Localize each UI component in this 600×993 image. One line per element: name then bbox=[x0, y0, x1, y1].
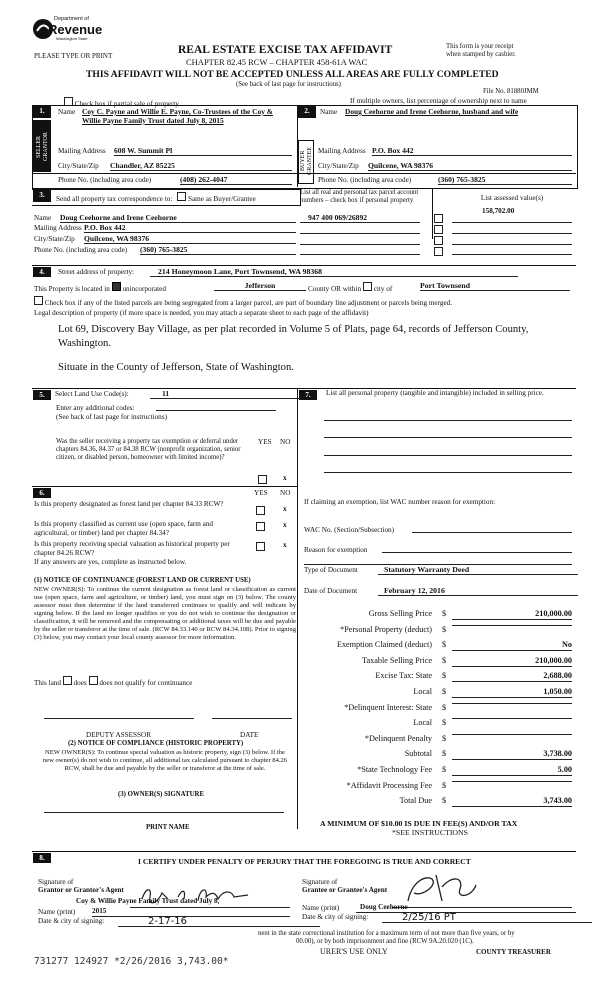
segregated-label: Check box if any of the listed parcels are being segregated from a larger parcel, are part of boundary line adjustment or parcels being merged. bbox=[44, 299, 453, 307]
grantor-name-print-label: Name (print) bbox=[38, 908, 76, 916]
segregated-checkbox[interactable] bbox=[34, 296, 43, 305]
personal-property-line-4[interactable] bbox=[324, 472, 572, 473]
unincorporated-checkbox[interactable] bbox=[112, 282, 121, 291]
corr-city-label: City/State/Zip bbox=[34, 235, 75, 243]
deputy-date-line[interactable] bbox=[212, 718, 292, 719]
deputy-date-label: DATE bbox=[240, 731, 259, 739]
historic-no-mark[interactable]: x bbox=[283, 541, 287, 549]
does-not-qualify-checkbox[interactable] bbox=[89, 676, 98, 685]
personal-property-checkbox-4[interactable] bbox=[434, 247, 443, 256]
legal-description-1[interactable]: Lot 69, Discovery Bay Village, as per plat recorded in Volume 5 of Plats, page 64, records of Jefferson County, Washington. bbox=[58, 324, 529, 350]
within-city-checkbox[interactable] bbox=[363, 282, 372, 291]
tax-row bbox=[413, 687, 572, 699]
land-use-code[interactable]: 11 bbox=[150, 389, 302, 399]
seller-mailing-label: Mailing Address bbox=[58, 147, 106, 155]
street-address[interactable]: 214 Honeymoon Lane, Port Townsend, WA 98368 bbox=[150, 267, 518, 277]
corr-mailing-label: Mailing Address bbox=[34, 224, 82, 232]
tax-row-value[interactable] bbox=[452, 734, 572, 735]
buyer-name-label: Name bbox=[320, 108, 338, 116]
doc-date-label: Date of Document bbox=[304, 587, 358, 595]
tax-row-value[interactable]: 3,743.00 bbox=[452, 796, 572, 807]
grantee-sig-label-2: Grantee or Grantee's Agent bbox=[302, 886, 388, 894]
does-not-label: does not qualify for continuance bbox=[99, 679, 193, 687]
receipt-note-1: This form is your receipt bbox=[446, 43, 514, 50]
tax-row-label: *Delinquent Interest: State bbox=[344, 702, 432, 712]
tax-row bbox=[404, 749, 572, 761]
perjury-note-1: nent in the state correctional institution for a maximum term of not more than five years, or by bbox=[258, 930, 515, 937]
grantee-signature-scribble bbox=[402, 871, 492, 905]
legal-description-2[interactable]: Situate in the County of Jefferson, State of Washington. bbox=[58, 362, 294, 373]
tax-row bbox=[399, 796, 572, 808]
tax-row-label: Subtotal bbox=[404, 749, 432, 759]
cashier-stamp: 731277 124927 *2/26/2016 3,743.00* bbox=[34, 956, 229, 967]
grantee-name-print-label: Name (print) bbox=[302, 904, 340, 912]
section-7-number: 7. bbox=[299, 390, 317, 400]
historic-yes-checkbox[interactable] bbox=[256, 542, 265, 551]
does-label: does bbox=[73, 679, 87, 687]
county-name[interactable]: Jefferson bbox=[214, 281, 306, 291]
grantee-sig-label-1: Signature of bbox=[302, 878, 338, 886]
tax-row-dollar: $ bbox=[442, 780, 447, 790]
partial-sale-label: Check box if partial sale of property bbox=[74, 100, 179, 108]
tax-row bbox=[364, 733, 572, 746]
grantee-date-label: Date & city of signing: bbox=[302, 913, 369, 921]
section-3-number: 3. bbox=[33, 190, 51, 202]
tax-row-dollar: $ bbox=[442, 609, 447, 618]
seller-mailing[interactable]: 608 W. Summit Pl bbox=[114, 146, 292, 156]
deputy-assessor-line[interactable] bbox=[44, 718, 194, 719]
exemption-question: Was the seller receiving a property tax exemption or deferral under chapters 84.36, 84.37 or 84.38 RCW (nonprofit organization, senior citizen, or disabled person, homeowner with limited income)? bbox=[56, 438, 241, 462]
section-8-number: 8. bbox=[33, 853, 51, 863]
street-label: Street address of property: bbox=[58, 268, 135, 276]
corr-phone-label: Phone No. (including area code) bbox=[34, 246, 128, 254]
tax-row-dollar: $ bbox=[442, 687, 447, 696]
file-number: File No. 81880JMM bbox=[483, 88, 539, 95]
buyer-side-label: BUYER GRANTEE bbox=[300, 147, 314, 175]
tax-row bbox=[340, 624, 572, 637]
current-use-no-mark[interactable]: x bbox=[283, 521, 287, 529]
county-or-label: County OR within bbox=[308, 285, 362, 293]
section-2-number: 2. bbox=[298, 106, 316, 118]
tax-row-label: *State Technology Fee bbox=[357, 765, 432, 774]
tax-row bbox=[375, 671, 572, 683]
forest-no-mark[interactable]: x bbox=[283, 505, 287, 513]
corr-mailing[interactable]: P.O. Box 442 bbox=[84, 223, 296, 233]
grantor-print-1[interactable]: Coy & Willie Payne Family Trust dated July 8, bbox=[76, 897, 220, 905]
tax-row-label: *Affidavit Processing Fee bbox=[346, 780, 432, 790]
tax-row-value[interactable]: 1,050.00 bbox=[452, 687, 572, 698]
notice-compliance-title: (2) NOTICE OF COMPLIANCE (HISTORIC PROPERTY) bbox=[68, 740, 244, 747]
tax-row-dollar: $ bbox=[442, 702, 447, 712]
property-city[interactable]: Port Townsend bbox=[420, 281, 570, 291]
notice-continuance-title: (1) NOTICE OF CONTINUANCE (FOREST LAND OR CURRENT USE) bbox=[34, 577, 251, 584]
tax-row-dollar: $ bbox=[442, 749, 447, 759]
tax-row-label: Local bbox=[413, 687, 432, 696]
personal-property-line-3[interactable] bbox=[324, 455, 572, 456]
owner-signature-label: (3) OWNER(S) SIGNATURE bbox=[118, 791, 204, 798]
notice-compliance-body: NEW OWNER(S): To continue special valuation as historic property, sign (3) below. If the new owner(s) do not wish to continue, all additional tax calculated pursuant to chapter 84.26 RCW, shall be due and payable by the seller or transferor at the time of sale. bbox=[42, 749, 288, 773]
grantor-sig-label-1: Signature of bbox=[38, 878, 74, 886]
logo-name: Revenue bbox=[48, 22, 103, 37]
personal-property-checkbox-3[interactable] bbox=[434, 236, 443, 245]
wac-label: WAC No. (Section/Subsection) bbox=[304, 526, 395, 534]
no-header-6: NO bbox=[280, 489, 291, 497]
tax-row-value[interactable]: No bbox=[452, 640, 572, 651]
minimum-fee-note: A MINIMUM OF $10.00 IS DUE IN FEE(S) AND/OR TAX bbox=[320, 819, 518, 828]
located-label: This Property is located in bbox=[34, 285, 110, 293]
unincorporated-label: unincorporated bbox=[122, 285, 166, 293]
personal-property-line-2[interactable] bbox=[324, 437, 572, 438]
print-name-label: PRINT NAME bbox=[146, 824, 190, 831]
logo-dept: Department of bbox=[54, 16, 89, 22]
grantor-date-label: Date & city of signing: bbox=[38, 917, 105, 925]
tax-row-value[interactable]: 5.00 bbox=[452, 765, 572, 776]
personal-property-checkbox-1[interactable] bbox=[434, 214, 443, 223]
doc-type-label: Type of Document bbox=[304, 566, 358, 574]
buyer-name[interactable]: Doug Ceehorne and Irene Ceehorne, husband and wife bbox=[345, 107, 519, 116]
tax-row bbox=[368, 609, 572, 621]
current-use-question: Is this property classified as current use (open space, farm and agricultural, or timber) land per chapter 84.34? bbox=[34, 520, 214, 537]
grantee-print[interactable]: Doug Ceehorne bbox=[356, 903, 576, 913]
assessed-header: List assessed value(s) bbox=[480, 194, 544, 202]
correspondence-label: Send all property tax correspondence to: bbox=[56, 195, 173, 203]
section-5-number: 5. bbox=[33, 390, 51, 400]
exemption-yes-checkbox[interactable] bbox=[258, 475, 267, 484]
form-title: REAL ESTATE EXCISE TAX AFFIDAVIT bbox=[178, 44, 393, 56]
continuance-row bbox=[34, 676, 192, 688]
tax-row-label: Exemption Claimed (deduct) bbox=[336, 640, 432, 650]
grantor-print-2[interactable]: 2015 bbox=[92, 907, 290, 917]
tax-row-dollar: $ bbox=[442, 624, 447, 634]
seller-city-label: City/State/Zip bbox=[58, 162, 99, 170]
see-instructions: (See back of last page for instructions) bbox=[236, 81, 341, 88]
tax-row-value[interactable] bbox=[452, 718, 572, 719]
this-land-label: This land bbox=[34, 679, 61, 687]
assessed-value[interactable]: 158,702.00 bbox=[482, 207, 515, 215]
land-use-label: Select Land Use Code(s): bbox=[55, 390, 129, 398]
multiple-owners-note: If multiple owners, list percentage of ownership next to name bbox=[350, 97, 527, 105]
personal-property-line-1[interactable] bbox=[324, 420, 572, 421]
tax-row-label: Total Due bbox=[399, 796, 432, 806]
personal-property-checkbox-2[interactable] bbox=[434, 225, 443, 234]
deputy-assessor-label: DEPUTY ASSESSOR bbox=[86, 731, 152, 739]
parcel-header: List all real and personal tax parcel account numbers – check box if personal property bbox=[300, 189, 419, 205]
tax-row-label: Gross Selling Price bbox=[368, 609, 432, 618]
tax-row bbox=[362, 655, 572, 668]
yes-header-6: YES bbox=[254, 489, 268, 497]
tax-row-value[interactable]: 210,000.00 bbox=[452, 609, 572, 620]
section-1-number: 1. bbox=[33, 106, 51, 118]
section-6-number: 6. bbox=[33, 488, 51, 498]
current-use-yes-checkbox[interactable] bbox=[256, 522, 265, 531]
dor-logo bbox=[32, 14, 103, 46]
tax-row-value[interactable]: 210,000.00 bbox=[452, 656, 572, 667]
wac-field[interactable] bbox=[412, 532, 572, 533]
forest-land-question: Is this property designated as forest land per chapter 84.33 RCW? bbox=[34, 500, 224, 508]
tax-row-dollar: $ bbox=[442, 671, 447, 681]
notice-continuance-body: NEW OWNER(S): To continue the current designation as forest land or classification as current use (open space, farm and agriculture, or timber) land, you must sign on (3) below. The county assessor must then determine if the land transferred continues to qualify and will indicate by signing below. If the land no longer qualifies or you do not wish to continue the designation or classification, it will be removed and the compensating or additional taxes will be due and payable by the seller or transferor at the time of sale. (RCW 84.33.140 or RCW 84.34.108). Prior to signing (3) below, you may contact your local county assessor for more information. bbox=[34, 586, 296, 642]
does-qualify-checkbox[interactable] bbox=[63, 676, 72, 685]
exemption-reason-label: If claiming an exemption, list WAC number reason for exemption: bbox=[304, 498, 496, 506]
seller-phone[interactable]: (408) 262-4047 bbox=[180, 175, 292, 185]
tax-row-dollar: $ bbox=[442, 765, 447, 774]
tax-row-label: Excise Tax: State bbox=[375, 671, 432, 681]
tax-row-label: *Personal Property (deduct) bbox=[340, 624, 432, 634]
exemption-no-mark[interactable]: x bbox=[283, 474, 287, 482]
tax-row bbox=[346, 780, 572, 793]
doc-date[interactable]: February 12, 2016 bbox=[378, 586, 578, 596]
land-use-instructions: (See back of last page for instructions) bbox=[56, 413, 167, 421]
buyer-phone-label: Phone No. (including area code) bbox=[318, 176, 412, 184]
reason-label: Reason for exemption bbox=[304, 546, 368, 554]
tax-row-dollar: $ bbox=[442, 796, 447, 806]
tax-row-label: *Delinquent Penalty bbox=[364, 733, 432, 743]
city-of-label: city of bbox=[373, 285, 393, 293]
grantor-date[interactable]: 2-17-16 bbox=[118, 916, 320, 927]
reason-field[interactable] bbox=[382, 552, 572, 553]
grantee-date[interactable]: 2/25/16 PT bbox=[382, 912, 592, 923]
section-4-number: 4. bbox=[33, 267, 51, 277]
county-or-row bbox=[308, 282, 392, 294]
seller-name-label: Name bbox=[58, 108, 76, 116]
corr-city[interactable]: Quilcene, WA 98376 bbox=[84, 234, 296, 244]
perjury-note-2: 00.00), or by both imprisonment and fine (RCW 9A.20.020 (1C). bbox=[296, 938, 474, 945]
tax-row-value[interactable]: 2,688.00 bbox=[452, 671, 572, 682]
buyer-mailing[interactable]: P.O. Box 442 bbox=[372, 146, 572, 156]
segregated-row bbox=[34, 296, 452, 308]
treasurer-use-only: URER'S USE ONLY bbox=[320, 947, 388, 956]
additional-codes-field[interactable] bbox=[156, 410, 276, 411]
if-yes-note: If any answers are yes, complete as instructed below. bbox=[34, 558, 187, 566]
tax-row-label: Taxable Selling Price bbox=[362, 655, 432, 665]
same-as-buyer-label: Same as Buyer/Grantee bbox=[187, 195, 256, 203]
yes-header-5: YES bbox=[258, 438, 272, 446]
located-row bbox=[34, 282, 166, 294]
buyer-city[interactable]: Quilcene, WA 98376 bbox=[368, 161, 572, 171]
tax-row-dollar: $ bbox=[442, 718, 447, 728]
tax-row bbox=[344, 702, 572, 715]
parcel-number[interactable]: 947 400 069/26892 bbox=[308, 213, 368, 222]
tax-row-dollar: $ bbox=[442, 640, 447, 650]
tax-row-value[interactable] bbox=[452, 625, 572, 626]
tax-row-value[interactable] bbox=[452, 781, 572, 782]
forest-yes-checkbox[interactable] bbox=[256, 506, 265, 515]
buyer-phone[interactable]: (360) 765-3825 bbox=[438, 175, 572, 185]
tax-row-dollar: $ bbox=[442, 655, 447, 665]
doc-type[interactable]: Statutory Warranty Deed bbox=[378, 565, 578, 575]
form-chapter: CHAPTER 82.45 RCW – CHAPTER 458-61A WAC bbox=[186, 57, 368, 67]
tax-row-value[interactable] bbox=[452, 703, 572, 704]
corr-name[interactable]: Doug Ceehorne and Irene Ceehorne bbox=[60, 213, 296, 223]
seller-city[interactable]: Chandler, AZ 85225 bbox=[110, 161, 292, 171]
tax-row-label: Local bbox=[413, 718, 432, 728]
corr-phone[interactable]: (360) 765-3825 bbox=[140, 245, 296, 255]
receipt-note-2: when stamped by cashier. bbox=[446, 51, 516, 58]
tax-row-dollar: $ bbox=[442, 733, 447, 743]
certify-statement: I CERTIFY UNDER PENALTY OF PERJURY THAT THE FOREGOING IS TRUE AND CORRECT bbox=[138, 857, 471, 866]
form-warning: THIS AFFIDAVIT WILL NOT BE ACCEPTED UNLESS ALL AREAS ARE FULLY COMPLETED bbox=[86, 69, 499, 80]
personal-property-label: List all personal property (tangible and intangible) included in selling price. bbox=[326, 389, 544, 397]
tax-row bbox=[357, 765, 572, 777]
tax-row bbox=[413, 718, 572, 730]
seller-name[interactable]: Coy C. Payne and Willie E. Payne, Co-Trustees of the Coy & Willie Payne Family Trust dated July 8, 2015 bbox=[82, 107, 273, 125]
corr-name-label: Name bbox=[34, 214, 52, 222]
no-header-5: NO bbox=[280, 438, 291, 446]
buyer-city-label: City/State/Zip bbox=[318, 162, 359, 170]
see-instructions-note: *SEE INSTRUCTIONS bbox=[392, 828, 469, 837]
legal-label: Legal description of property (if more space is needed, you may attach a separate sheet to each page of the affidavit) bbox=[34, 309, 369, 317]
logo-state: Washington State bbox=[56, 36, 88, 41]
county-treasurer-label: COUNTY TREASURER bbox=[476, 948, 551, 956]
grantor-sig-label-2: Grantor or Grantor's Agent bbox=[38, 886, 124, 894]
seller-side-label: SELLER GRANTOR bbox=[36, 132, 50, 162]
buyer-mailing-label: Mailing Address bbox=[318, 147, 366, 155]
seller-phone-label: Phone No. (including area code) bbox=[58, 176, 152, 184]
tax-row bbox=[336, 640, 572, 652]
owner-signature-line[interactable] bbox=[44, 812, 284, 813]
please-type: PLEASE TYPE OR PRINT bbox=[34, 52, 113, 60]
additional-codes-label: Enter any additional codes: bbox=[56, 404, 135, 412]
tax-row-value[interactable]: 3,738.00 bbox=[452, 749, 572, 760]
historic-question: Is this property receiving special valuation as historical property per chapter 84.26 RCW? bbox=[34, 540, 230, 557]
